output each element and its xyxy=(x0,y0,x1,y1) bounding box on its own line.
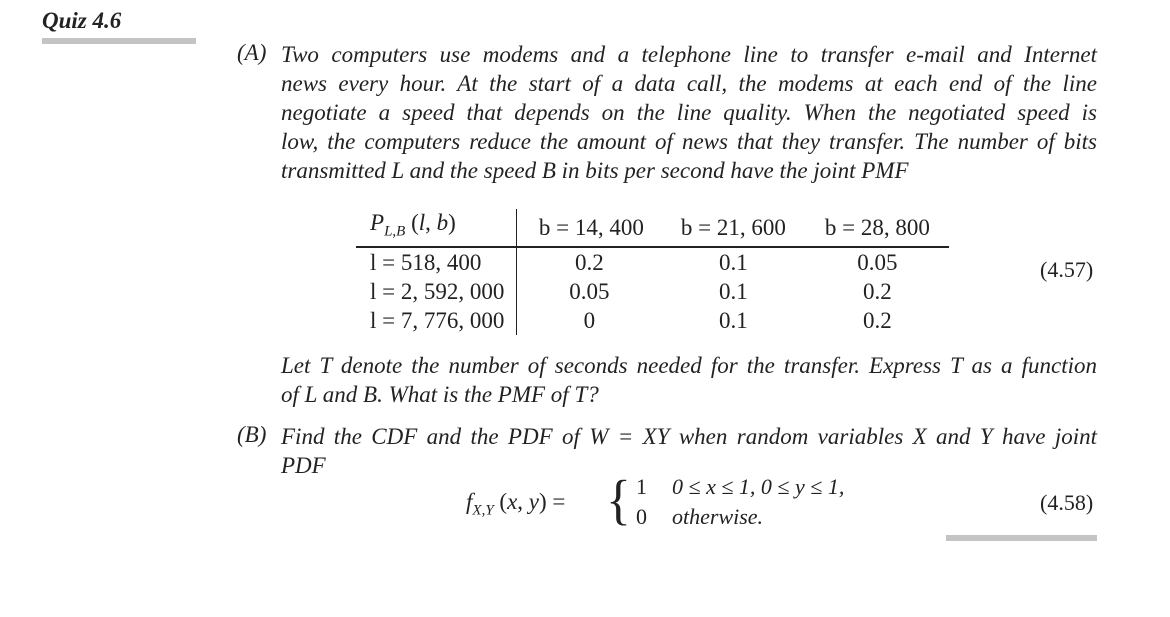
case-condition: 0 ≤ x ≤ 1, 0 ≤ y ≤ 1, xyxy=(672,474,845,499)
table-column-header: b = 14, 400 xyxy=(517,209,662,247)
table-cell: 0.1 xyxy=(719,249,748,275)
part-b-paragraph xyxy=(281,422,1097,480)
part-a-line: low, the computers reduce the amount of news that they transfer. The number of bits xyxy=(281,129,1097,154)
case-value: 0 xyxy=(636,504,647,529)
table-row xyxy=(356,277,949,306)
table-cell: 0.1 xyxy=(719,278,748,304)
part-a-line: negotiate a speed that depends on the line quality. When the negotiated speed is xyxy=(281,100,1097,125)
question-line: of L and B. What is the PMF of T? xyxy=(281,382,599,407)
table-row-label: l = 518, 400 xyxy=(356,247,517,277)
part-b-line: PDF xyxy=(281,453,326,478)
case-value: 1 xyxy=(636,474,647,499)
part-a-line: Two computers use modems and a telephone line to transfer e-mail and Internet xyxy=(281,42,1097,67)
table-row-label: l = 2, 592, 000 xyxy=(356,277,517,306)
part-b-line: Find the CDF and the PDF of W = XY when random variables X and Y have joint xyxy=(281,424,1097,449)
part-a-question xyxy=(281,351,1097,409)
table-cell: 0.2 xyxy=(863,307,892,333)
table-cell: 0.2 xyxy=(575,249,604,275)
table-row xyxy=(356,247,949,277)
question-line: Let T denote the number of seconds needed for the transfer. Express T as a function xyxy=(281,353,1097,378)
joint-pmf-table xyxy=(356,209,949,335)
table-cell: 0.2 xyxy=(863,278,892,304)
table-cell: 0.05 xyxy=(857,249,898,275)
pdf-lhs: $f_{X,Y}$ (x, y) = xyxy=(466,489,566,519)
quiz-title: Quiz 4.6 xyxy=(42,8,122,33)
table-column-header: b = 28, 800 xyxy=(805,209,949,247)
quiz-title-underline xyxy=(42,38,196,44)
table-cell: 0 xyxy=(583,307,596,333)
part-a-line: transmitted L and the speed B in bits per second have the joint PMF xyxy=(281,158,909,183)
table-corner-label: $P_{L,B}$ (l, b) xyxy=(356,209,517,247)
part-a-paragraph xyxy=(281,40,1097,185)
table-row xyxy=(356,306,949,335)
table-column-header: b = 21, 600 xyxy=(661,209,805,247)
table-row-label: l = 7, 776, 000 xyxy=(356,306,517,335)
joint-pdf-equation xyxy=(466,470,926,536)
table-cell: 0.1 xyxy=(719,307,748,333)
part-b-label: (B) xyxy=(237,422,267,447)
table-header-row xyxy=(356,209,949,247)
part-a-line: news every hour. At the start of a data call, the modems at each end of the line xyxy=(281,71,1097,96)
case-condition: otherwise. xyxy=(672,504,764,529)
left-brace-icon: { xyxy=(606,470,631,531)
end-of-quiz-rule xyxy=(946,535,1097,541)
table-cell: 0.05 xyxy=(569,278,610,304)
equation-number-4-58: (4.58) xyxy=(1040,490,1094,515)
part-a-label: (A) xyxy=(237,40,267,65)
equation-number-4-57: (4.57) xyxy=(1040,257,1094,282)
